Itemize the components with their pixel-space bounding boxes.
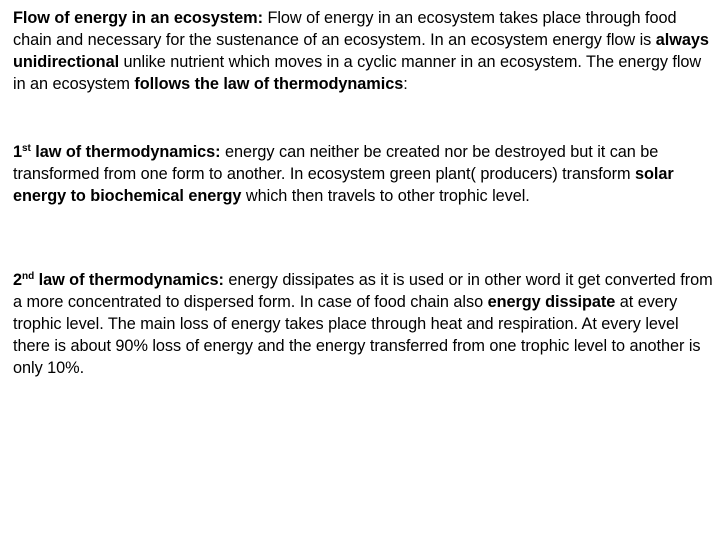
second-law-number: 2 (13, 271, 23, 289)
heading-energy-flow: Flow of energy in an ecosystem: (13, 9, 263, 27)
emphasis-energy-dissipate: energy dissipate (487, 293, 616, 311)
second-law-text-a: energy dissipates as it is used or in other word it get converted from a more concentrated to dispersed form. In case of food chain also (13, 271, 713, 311)
first-law-number: 1 (13, 143, 23, 161)
first-law-text-b: which then travels to other trophic level. (241, 187, 530, 205)
energy-flow-text-b: unlike nutrient which moves in a cyclic manner in an ecosystem. The energy flow in an ecosystem (13, 53, 702, 93)
second-law-heading (13, 271, 224, 289)
first-law-text-a: energy can neither be created nor be destroyed but it can be transformed from one form to another. In ecosystem green plant( producers) transform (13, 143, 659, 183)
second-law-ordinal: nd (22, 271, 35, 282)
first-law-title: law of thermodynamics: (30, 143, 221, 161)
paragraph-energy-flow (13, 7, 717, 95)
energy-flow-text-c: : (403, 75, 408, 93)
first-law-ordinal: st (22, 143, 31, 154)
emphasis-unidirectional: always unidirectional (13, 31, 709, 71)
first-law-heading (13, 143, 221, 161)
emphasis-thermodynamics: follows the law of thermodynamics (134, 75, 404, 93)
second-law-title: law of thermodynamics: (34, 271, 224, 289)
second-law-text-b: at every trophic level. The main loss of energy takes place through heat and respiration. At every level there is about 90% loss of energy and the energy transferred from one trophic level to another is only 10%. (13, 293, 701, 377)
emphasis-solar-to-biochemical: solar energy to biochemical energy (13, 165, 674, 205)
paragraph-first-law (13, 141, 717, 207)
energy-flow-text-a: Flow of energy in an ecosystem takes place through food chain and necessary for the sustenance of an ecosystem. In an ecosystem energy flow is (13, 9, 677, 49)
paragraph-second-law (13, 269, 717, 379)
